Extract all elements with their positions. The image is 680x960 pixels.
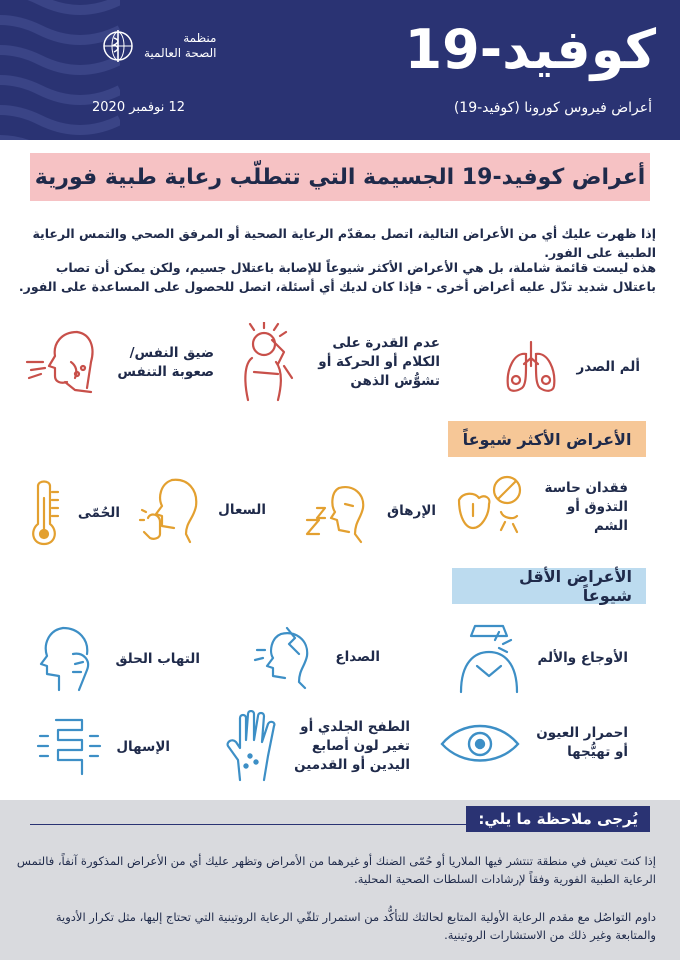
less-item-rash [224, 710, 410, 782]
section-title: الأعراض الأقل شيوعاً [518, 567, 632, 605]
symptom-label: الحُمّى [77, 504, 120, 521]
less-item-headache [251, 624, 380, 690]
symptom-label: ضيق النفس/ صعوبة التنفس [117, 345, 214, 380]
sore-throat-icon [35, 624, 101, 694]
breathing-difficulty-icon [25, 328, 103, 398]
intro-paragraph-2: هذه ليست قائمة شاملة، بل هي الأعراض الأكثر شيوعاً للإصابة باعتلال جسيم، ولكن يمكن أن تصاب باعتلال شديد تدّل عليه أعراض أخرى - فإذا كان لديك أي أسئلة، اتصل للحصول على المساعدة على الفور. [18, 260, 656, 294]
org-line2: الصحة العالمية [144, 46, 217, 60]
less-item-diarrhoea [36, 716, 170, 778]
symptom-label: الطفح الجلدي أو تغير لون أصابع اليدين أو القدمين [294, 718, 410, 773]
loss-of-taste-icon [455, 472, 531, 542]
wave-pattern-icon [0, 0, 120, 140]
less-common-header [452, 568, 646, 604]
symptom-label: عدم القدرة على الكلام أو الحركة أو تشوُّش الذهن [318, 334, 440, 389]
less-item-aches [455, 622, 628, 694]
symptom-label: الأوجاع والألم [537, 649, 628, 666]
who-emblem-icon [100, 28, 136, 64]
confused-person-icon [234, 322, 304, 402]
org-line1: منظمة [183, 31, 217, 45]
serious-item-breathing [25, 328, 214, 398]
less-item-eyes [438, 716, 628, 770]
thermometer-icon [28, 478, 64, 548]
serious-item-confusion [234, 322, 440, 402]
intestine-icon [36, 716, 102, 778]
symptom-label: ألم الصدر [576, 358, 640, 375]
common-item-fever [28, 478, 120, 548]
symptom-label: الإسهال [116, 738, 170, 755]
serious-symptoms-banner [30, 153, 650, 201]
symptom-label: احمرار العيون أو تهيُّجها [536, 725, 628, 760]
less-item-sore-throat [35, 624, 200, 694]
who-name [144, 31, 216, 61]
common-item-fatigue [305, 478, 436, 544]
publish-date: 12 نوفمبر 2020 [92, 100, 186, 115]
intro-paragraph-1: إذا ظهرت عليك أي من الأعراض التالية، اتصل بمقدّم الرعاية الصحية أو المرفق الصحي والتمس الرعاية الطبية على الفور. [32, 226, 656, 260]
common-item-cough [138, 476, 266, 544]
who-logo [100, 28, 216, 64]
fatigue-icon [305, 478, 373, 544]
lungs-icon [500, 336, 562, 398]
symptom-label: التهاب الحلق [115, 650, 200, 667]
note-divider [30, 824, 500, 825]
page-subtitle: أعراض فيروس كورونا (كوفيد-19) [453, 100, 652, 116]
cough-icon [138, 476, 204, 544]
serious-item-chest-pain [500, 336, 640, 398]
symptom-label: الإرهاق [387, 502, 436, 519]
section-title: الأعراض الأكثر شيوعاً [462, 429, 632, 449]
hand-rash-icon [224, 710, 280, 782]
body-ache-icon [455, 622, 523, 694]
eye-icon [438, 716, 522, 770]
symptom-label: فقدان حاسة التذوق أو الشم [544, 479, 628, 534]
most-common-header [448, 421, 646, 457]
header [0, 0, 680, 140]
symptom-label: الصداع [335, 648, 380, 665]
common-item-loss-taste [455, 472, 628, 542]
banner-text: أعراض كوفيد-19 الجسيمة التي تتطلّب رعاية طبية فورية [34, 164, 646, 190]
symptom-label: السعال [218, 501, 266, 518]
note-paragraph-1: إذا كنتَ تعيش في منطقة تنتشر فيها الملاريا أو حُمّى الضنك أو غيرهما من الأمراض وتظهر عليك أي من الأعراض المذكورة آنفاً، فالتمس الرعاية الطبية الفورية وفقاً لإرشادات السلطات الصحية المحلية. [16, 854, 656, 886]
page-title: كوفيد-19 [404, 18, 656, 81]
note-paragraph-2: داوم التواصُل مع مقدم الرعاية الأولية المتابع لحالتك للتأكُّد من استمرار تلقّي الرعاية الروتينية التي تحتاج إليها، مثل تكرار الأدوية والمتابعة وغير ذلك من الاستشارات الروتينية. [55, 910, 656, 942]
note-title: يُرجى ملاحظة ما يلي: [466, 806, 650, 832]
headache-icon [251, 624, 321, 690]
